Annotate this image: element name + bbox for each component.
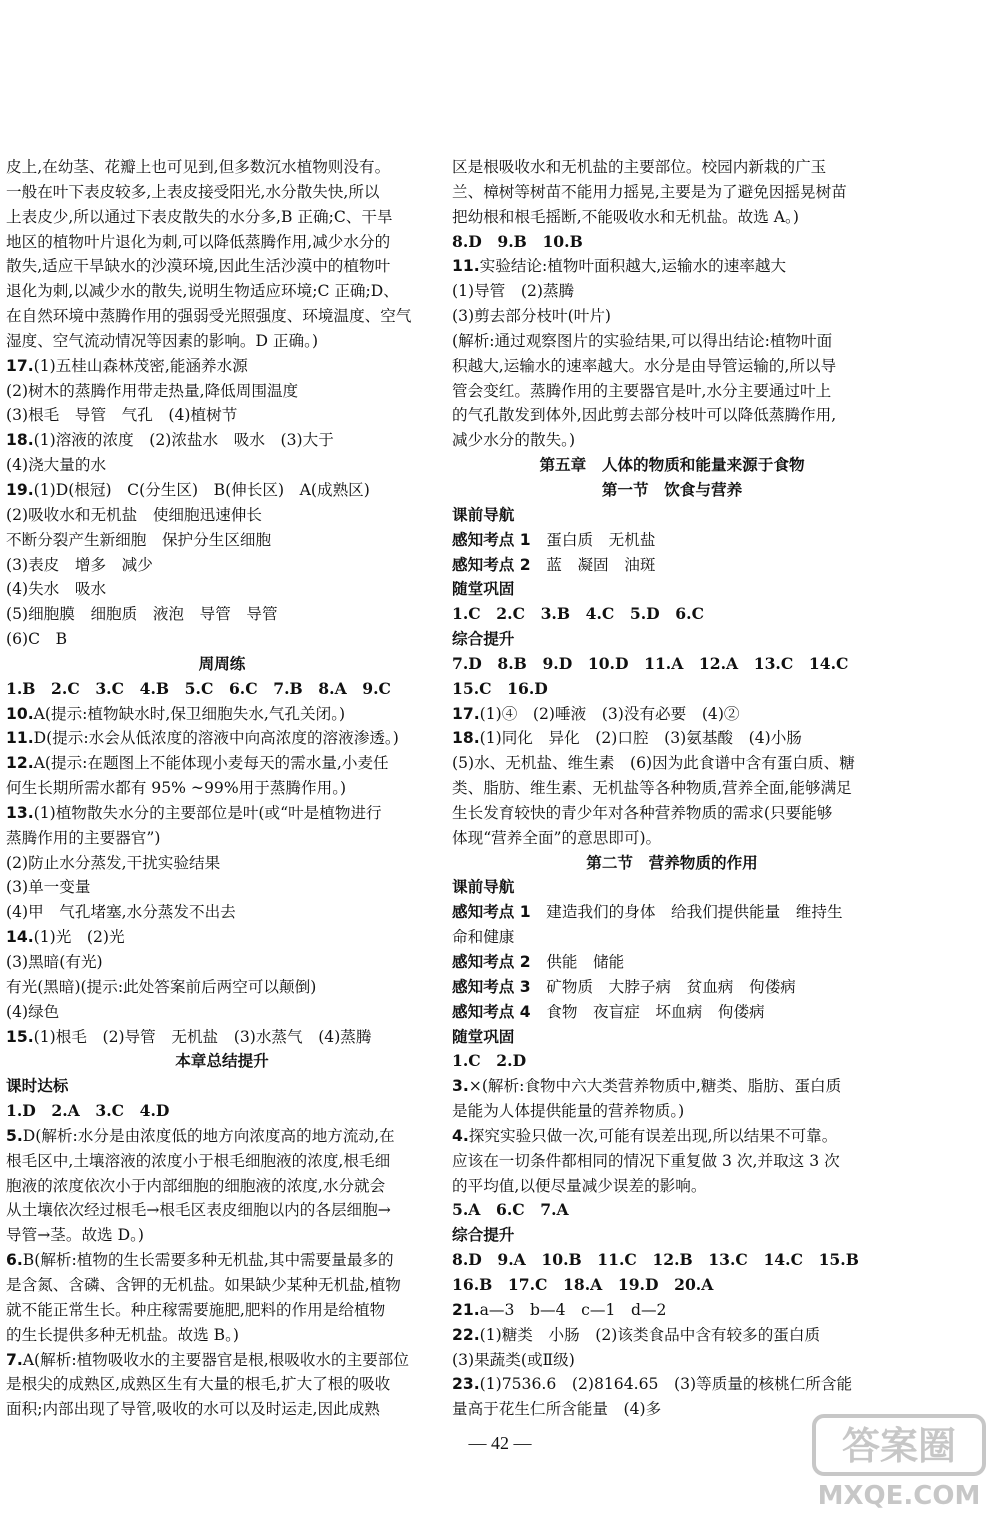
text-line: [452, 950, 892, 975]
line-text: 5.A 6.C 7.A: [452, 1200, 569, 1220]
text-line: [452, 304, 892, 329]
text-line: [6, 925, 438, 950]
sub-heading: 课前导航: [452, 505, 515, 524]
answer-row: [6, 1099, 438, 1124]
answer-row: [452, 1198, 892, 1223]
text-line: [6, 180, 438, 205]
text-line: [452, 1099, 892, 1124]
sub-heading: 随堂巩固: [452, 1027, 515, 1046]
text-line: [6, 950, 438, 975]
line-text: 是能为人体提供能量的营养物质。): [452, 1102, 685, 1121]
line-text: 是含氮、含磷、含钾的无机盐。如果缺少某种无机盐,植物: [6, 1275, 401, 1294]
text-line: [452, 379, 892, 404]
text-line: [6, 379, 438, 404]
line-text: 区是根吸收水和无机盐的主要部位。校园内新栽的广玉: [452, 158, 827, 176]
answer-row: [452, 230, 892, 255]
line-text: (3)果蔬类(或Ⅱ级): [452, 1350, 575, 1369]
text-line: [6, 627, 438, 652]
question-number: 7.: [6, 1350, 23, 1369]
line-text: 何生长期所需水都有 95% ~99%用于蒸腾作用。): [6, 779, 347, 798]
text-line: [452, 1074, 892, 1099]
line-text: 在自然环境中蒸腾作用的强弱受光照强度、环境温度、空气: [6, 307, 412, 326]
line-text: (1)植物散失水分的主要部位是叶(或“叶是植物进行: [33, 803, 382, 822]
line-text: 8.D 9.A 10.B 11.C 12.B 13.C 14.C 15.B: [452, 1250, 859, 1270]
text-line: [6, 155, 438, 180]
line-text: 蓝 凝固 油斑: [530, 555, 656, 574]
text-line: [452, 1298, 892, 1323]
question-number: 5.: [6, 1126, 23, 1145]
question-number: 11.: [6, 729, 34, 748]
text-line: [452, 205, 892, 230]
text-line: [6, 1124, 438, 1149]
line-text: 建造我们的身体 给我们提供能量 维持生: [530, 903, 843, 922]
line-text: (3)黑暗(有光): [6, 953, 103, 971]
answer-row: [452, 1049, 892, 1074]
line-text: 矿物质 大脖子病 贫血病 佝偻病: [530, 977, 796, 996]
line-text: 量高于花生仁所含能量 (4)多: [452, 1400, 662, 1419]
line-text: 湿度、空气流动情况等因素的影响。D 正确。): [6, 331, 319, 350]
text-line: [452, 1000, 892, 1025]
line-text: ×(解析:食物中六大类营养物质中,糖类、脂肪、蛋白质: [468, 1077, 842, 1096]
text-line: [6, 602, 438, 627]
line-text: a—3 b—4 c—1 d—2: [479, 1300, 667, 1319]
line-text: 的平均值,以便尽量减少误差的影响。: [452, 1176, 707, 1195]
line-text: (1)根毛 (2)导管 无机盐 (3)水蒸气 (4)蒸腾: [33, 1027, 372, 1046]
line-text: 16.B 17.C 18.A 19.D 20.A: [452, 1274, 714, 1294]
text-line: [6, 304, 438, 329]
sub-heading: 课前导航: [452, 878, 515, 897]
text-line: [6, 1223, 438, 1248]
line-text: 7.D 8.B 9.D 10.D 11.A 12.A 13.C 14.C: [452, 653, 849, 673]
text-line: [6, 230, 438, 255]
text-line: [452, 1348, 892, 1373]
section-heading: 周周练: [198, 654, 246, 673]
line-text: (2)树木的蒸腾作用带走热量,降低周围温度: [6, 381, 299, 400]
line-text: A(提示:植物缺水时,保卫细胞失水,气孔关闭。): [33, 704, 346, 723]
line-text: (解析:通过观察图片的实验结果,可以得出结论:植物叶面: [452, 331, 833, 350]
text-line: [452, 428, 892, 453]
text-line: [6, 354, 438, 379]
text-line: [452, 726, 892, 751]
line-text: D(提示:水会从低浓度的溶液中向高浓度的溶液渗透。): [33, 729, 399, 748]
question-number: 12.: [6, 754, 34, 773]
line-text: 1.C 2.D: [452, 1051, 527, 1071]
text-line: [6, 1397, 438, 1422]
question-number: 17.: [6, 356, 34, 375]
text-line: [452, 975, 892, 1000]
text-line: [6, 751, 438, 776]
text-line: [6, 1198, 438, 1223]
line-text: (3)表皮 增多 减少: [6, 555, 153, 574]
text-line: [452, 751, 892, 776]
line-text: 15.C 16.D: [452, 678, 548, 698]
question-number: 22.: [452, 1325, 480, 1344]
question-number: 18.: [452, 729, 480, 748]
line-text: 8.D 9.B 10.B: [452, 231, 583, 251]
text-line: [452, 1372, 892, 1397]
text-line: [452, 354, 892, 379]
text-line: [6, 329, 438, 354]
text-line: [6, 1000, 438, 1025]
text-line: [452, 900, 892, 925]
text-line: [6, 900, 438, 925]
text-line: [6, 453, 438, 478]
text-line: [452, 1174, 892, 1199]
line-text: (3)单一变量: [6, 878, 91, 897]
section-heading: 第二节 营养物质的作用: [586, 853, 758, 872]
text-line: [452, 776, 892, 801]
line-text: (5)细胞膜 细胞质 液泡 导管 导管: [6, 605, 278, 624]
line-text: (2)吸收水和无机盐 使细胞迅速伸长: [6, 505, 262, 524]
watermark-en: MXQE.COM: [817, 1481, 981, 1511]
line-text: 的生长提供多种无机盐。故选 B。): [6, 1325, 240, 1344]
line-text: 退化为刺,以减少水的散失,说明生物适应环境;C 正确;D、: [6, 282, 399, 301]
text-line: [452, 329, 892, 354]
right-column: [452, 155, 892, 1422]
line-text: (3)根毛 导管 气孔 (4)植树节: [6, 406, 238, 425]
text-line: [452, 826, 892, 851]
question-number: 13.: [6, 803, 34, 822]
line-text: 生长发育较快的青少年对各种营养物质的需求(只要能够: [452, 803, 833, 822]
line-text: (1)溶液的浓度 (2)浓盐水 吸水 (3)大于: [33, 431, 334, 450]
text-line: [6, 1025, 438, 1050]
question-number: 15.: [6, 1027, 34, 1046]
text-line: [452, 155, 892, 180]
question-number: 19.: [6, 480, 34, 499]
answer-row: [452, 1248, 892, 1273]
question-number: 4.: [452, 1126, 469, 1145]
line-text: A(提示:在题图上不能体现小麦每天的需水量,小麦任: [33, 754, 389, 773]
text-line: [6, 726, 438, 751]
line-text: (4)绿色: [6, 1002, 60, 1021]
line-text: 供能 储能: [530, 953, 625, 971]
watermark-logo: [810, 1412, 988, 1512]
sub-heading: 综合提升: [452, 1226, 515, 1245]
text-line: [6, 428, 438, 453]
key-point-label: 感知考点 2: [452, 953, 531, 971]
text-line: [6, 776, 438, 801]
line-text: (3)剪去部分枝叶(叶片): [452, 307, 612, 326]
line-text: A(解析:植物吸收水的主要器官是根,根吸收水的主要部位: [22, 1350, 409, 1369]
text-line: [452, 403, 892, 428]
line-text: 散失,适应干旱缺水的沙漠环境,因此生活沙漠中的植物叶: [6, 257, 391, 276]
line-text: 减少水分的散失。): [452, 431, 576, 450]
line-text: 是根尖的成熟区,成熟区生有大量的根毛,扩大了根的吸收: [6, 1375, 391, 1394]
left-column: [6, 155, 438, 1422]
text-line: [452, 702, 892, 727]
line-text: 面积;内部出现了导管,吸收的水可以及时运走,因此成熟: [6, 1400, 380, 1419]
text-line: [452, 925, 892, 950]
line-text: (4)浇大量的水: [6, 456, 107, 475]
text-line: [6, 503, 438, 528]
line-text: (1)糖类 小肠 (2)该类食品中含有较多的蛋白质: [479, 1325, 821, 1344]
text-line: [6, 702, 438, 727]
line-text: 体现“营养全面”的意思即可)。: [452, 828, 662, 847]
line-text: 应该在一切条件都相同的情况下重复做 3 次,并取这 3 次: [452, 1151, 840, 1170]
question-number: 10.: [6, 704, 34, 723]
text-line: [6, 205, 438, 230]
text-line: [6, 975, 438, 1000]
question-number: 11.: [452, 257, 480, 276]
text-line: [452, 801, 892, 826]
text-line: [6, 254, 438, 279]
line-text: 导管→茎。故选 D。): [6, 1226, 144, 1245]
line-text: 1.B 2.C 3.C 4.B 5.C 6.C 7.B 8.A 9.C: [6, 678, 391, 698]
line-text: D(解析:水分是由浓度低的地方向浓度高的地方流动,在: [22, 1126, 395, 1145]
line-text: (5)水、无机盐、维生素 (6)因为此食谱中含有蛋白质、糖: [452, 754, 855, 773]
text-line: [6, 478, 438, 503]
text-line: [452, 1124, 892, 1149]
text-line: [6, 875, 438, 900]
sub-heading: 课时达标: [6, 1077, 69, 1096]
text-line: [452, 528, 892, 553]
line-text: (6)C B: [6, 630, 68, 649]
question-number: 14.: [6, 928, 34, 947]
line-text: 实验结论:植物叶面积越大,运输水的速率越大: [479, 257, 787, 276]
line-text: 有光(黑暗)(提示:此处答案前后两空可以颠倒): [6, 977, 317, 996]
line-text: 一般在叶下表皮较多,上表皮接受阳光,水分散失快,所以: [6, 182, 380, 201]
line-text: 不断分裂产生新细胞 保护分生区细胞: [6, 530, 272, 549]
line-text: 皮上,在幼茎、花瓣上也可见到,但多数沉水植物则没有。: [6, 158, 391, 176]
line-text: 的气孔散发到体外,因此剪去部分枝叶可以降低蒸腾作用,: [452, 406, 837, 425]
text-line: [452, 553, 892, 578]
text-line: [6, 1372, 438, 1397]
text-line: [452, 1323, 892, 1348]
line-text: 蒸腾作用的主要器官”): [6, 828, 161, 847]
line-text: (1)同化 异化 (2)口腔 (3)氨基酸 (4)小肠: [479, 729, 802, 748]
text-line: [6, 553, 438, 578]
line-text: (1)导管 (2)蒸腾: [452, 282, 575, 301]
key-point-label: 感知考点 4: [452, 1002, 531, 1021]
sub-heading: 随堂巩固: [452, 580, 515, 599]
line-text: 食物 夜盲症 坏血病 佝偻病: [530, 1002, 765, 1021]
text-line: [6, 1149, 438, 1174]
line-text: 上表皮少,所以通过下表皮散失的水分多,B 正确;C、干旱: [6, 207, 393, 226]
text-line: [6, 826, 438, 851]
line-text: 蛋白质 无机盐: [530, 530, 656, 549]
answer-row: [6, 677, 438, 702]
line-text: (1)④ (2)唾液 (3)没有必要 (4)②: [479, 704, 740, 723]
text-line: [6, 1298, 438, 1323]
question-number: 18.: [6, 431, 34, 450]
line-text: (1)D(根冠) C(分生区) B(伸长区) A(成熟区): [33, 480, 370, 499]
text-line: [6, 801, 438, 826]
line-text: (4)甲 气孔堵塞,水分蒸发不出去: [6, 903, 236, 922]
line-text: (1)7536.6 (2)8164.65 (3)等质量的核桃仁所含能: [479, 1375, 853, 1394]
line-text: 胞液的浓度依次小于内部细胞的细胞液的浓度,水分就会: [6, 1176, 386, 1195]
text-line: [452, 180, 892, 205]
text-line: [6, 1323, 438, 1348]
line-text: 兰、樟树等树苗不能用力摇晃,主要是为了避免因摇晃树苗: [452, 182, 847, 201]
line-text: 把幼根和根毛摇断,不能吸收水和无机盐。故选 A。): [452, 207, 799, 226]
section-heading: 第五章 人体的物质和能量来源于食物: [539, 456, 805, 475]
line-text: (1)五桂山森林茂密,能涵养水源: [33, 356, 248, 375]
key-point-label: 感知考点 1: [452, 530, 531, 549]
text-line: [452, 279, 892, 304]
text-line: [6, 577, 438, 602]
text-line: [6, 1174, 438, 1199]
sub-heading: 综合提升: [452, 630, 515, 649]
page-number: — 42 —: [468, 1433, 532, 1453]
line-text: (2)防止水分蒸发,干扰实验结果: [6, 853, 221, 872]
section-heading: 本章总结提升: [175, 1052, 269, 1071]
question-number: 6.: [6, 1251, 23, 1270]
watermark-cn: 答案圈: [841, 1424, 957, 1468]
key-point-label: 感知考点 1: [452, 903, 531, 922]
line-text: 积越大,运输水的速率越大。水分是由导管运输的,所以导: [452, 356, 837, 375]
line-text: 探究实验只做一次,可能有误差出现,所以结果不可靠。: [468, 1126, 838, 1145]
text-line: [6, 279, 438, 304]
line-text: 地区的植物叶片退化为刺,可以降低蒸腾作用,减少水分的: [6, 232, 391, 251]
line-text: (4)失水 吸水: [6, 580, 107, 599]
answer-row: [452, 602, 892, 627]
section-heading: 第一节 饮食与营养: [601, 480, 743, 499]
text-line: [452, 254, 892, 279]
question-number: 21.: [452, 1300, 480, 1319]
question-number: 3.: [452, 1077, 469, 1096]
line-text: 1.C 2.C 3.B 4.C 5.D 6.C: [452, 604, 704, 624]
line-text: 类、脂肪、维生素、无机盐等各种物质,营养全面,能够满足: [452, 779, 852, 798]
key-point-label: 感知考点 3: [452, 977, 531, 996]
line-text: 命和健康: [452, 928, 515, 947]
line-text: 管会变红。蒸腾作用的主要器官是叶,水分主要通过叶上: [452, 381, 832, 400]
text-line: [6, 1248, 438, 1273]
answer-row: [452, 677, 892, 702]
text-line: [6, 851, 438, 876]
question-number: 17.: [452, 704, 480, 723]
text-line: [452, 1149, 892, 1174]
line-text: B(解析:植物的生长需要多种无机盐,其中需要量最多的: [22, 1251, 394, 1270]
key-point-label: 感知考点 2: [452, 555, 531, 574]
text-line: [6, 1273, 438, 1298]
line-text: (1)光 (2)光: [33, 928, 125, 947]
text-line: [6, 403, 438, 428]
line-text: 1.D 2.A 3.C 4.D: [6, 1101, 170, 1121]
answer-row: [452, 1273, 892, 1298]
answer-row: [452, 652, 892, 677]
text-line: [6, 1348, 438, 1373]
question-number: 23.: [452, 1375, 480, 1394]
text-line: [6, 528, 438, 553]
line-text: 从土壤依次经过根毛→根毛区表皮细胞以内的各层细胞→: [6, 1201, 391, 1220]
line-text: 根毛区中,土壤溶液的浓度小于根毛细胞液的浓度,根毛细: [6, 1151, 391, 1170]
line-text: 就不能正常生长。种庄稼需要施肥,肥料的作用是给植物: [6, 1300, 386, 1319]
